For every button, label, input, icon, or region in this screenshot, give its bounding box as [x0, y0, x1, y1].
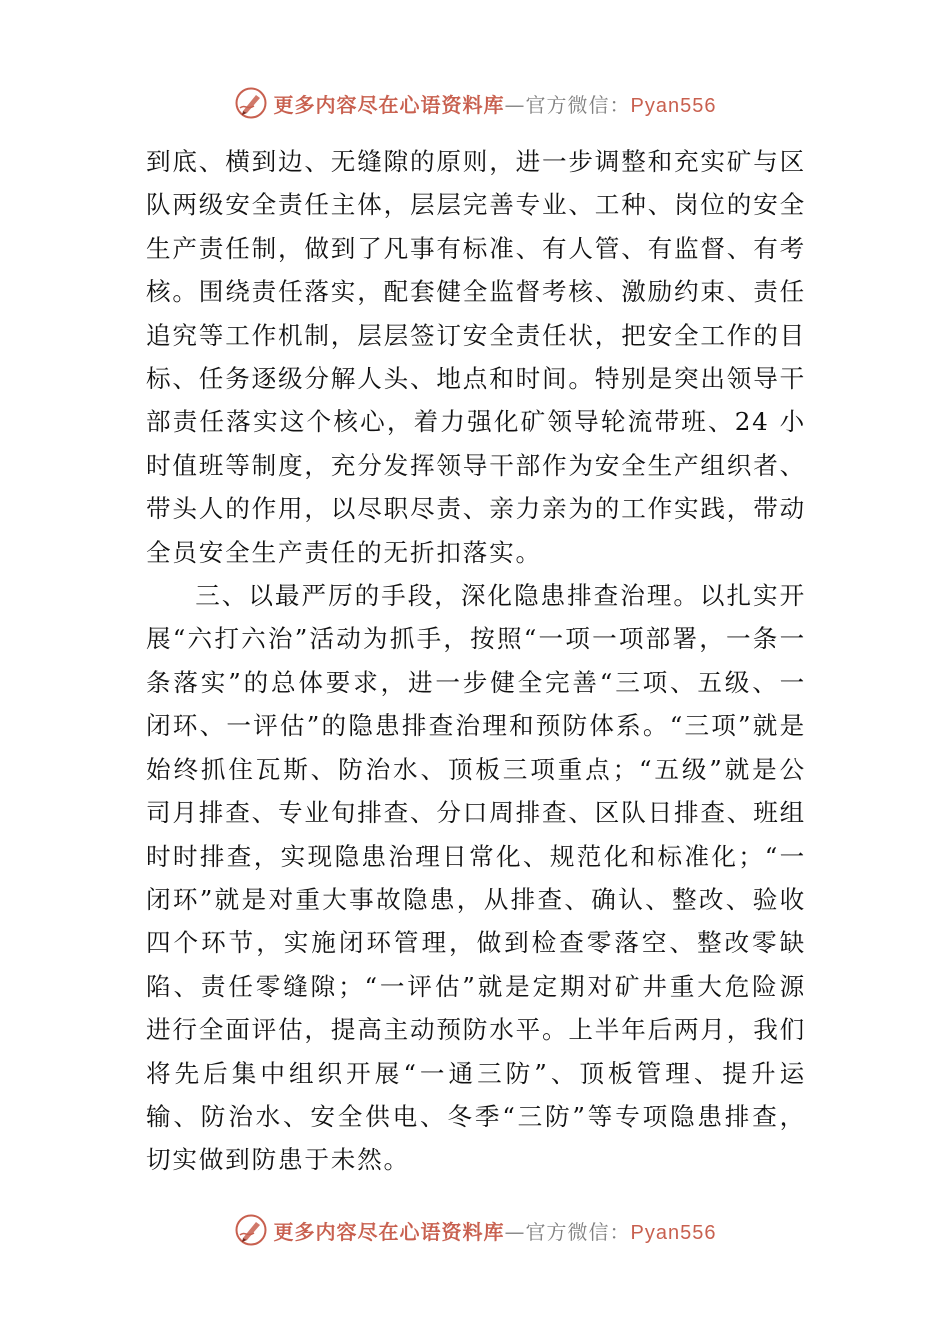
pen-circle-logo-icon: [234, 86, 268, 120]
watermark-footer: [0, 1210, 950, 1250]
watermark-footer-inner: [234, 1213, 717, 1247]
watermark-wechat-label: 官方微信：: [525, 92, 631, 117]
watermark-main-text: 更多内容尽在心语资料库: [273, 1219, 505, 1244]
watermark-text: [274, 89, 717, 118]
pen-circle-logo-icon: [234, 1213, 268, 1247]
watermark-text: [274, 1216, 717, 1245]
watermark-wechat-label: 官方微信：: [525, 1219, 631, 1244]
watermark-main-text: 更多内容尽在心语资料库: [273, 92, 505, 117]
watermark-wechat-id: Pyan556: [630, 1221, 717, 1244]
watermark-separator: —: [504, 92, 526, 117]
watermark-header: [0, 83, 950, 123]
document-body: [146, 140, 806, 1182]
watermark-separator: —: [504, 1219, 526, 1244]
watermark-wechat-id: Pyan556: [630, 94, 717, 117]
paragraph-section-three: 三、以最严厉的手段，深化隐患排查治理。以扎实开展“六打六治”活动为抓手，按照“一项一项部署，一条一条落实”的总体要求，进一步健全完善“三项、五级、一闭环、一评估”的隐患排查治理和预防体系。“三项”就是始终抓住瓦斯、防治水、顶板三项重点；“五级”就是公司月排查、专业旬排查、分口周排查、区队日排查、班组时时排查，实现隐患治理日常化、规范化和标准化；“一闭环”就是对重大事故隐患，从排查、确认、整改、验收四个环节，实施闭环管理，做到检查零落空、整改零缺陷、责任零缝隙；“一评估”就是定期对矿井重大危险源进行全面评估，提高主动预防水平。上半年后两月，我们将先后集中组织开展“一通三防”、顶板管理、提升运输、防治水、安全供电、冬季“三防”等专项隐患排查，切实做到防患于未然。: [146, 581, 806, 1175]
paragraph-continued: 到底、横到边、无缝隙的原则，进一步调整和充实矿与区队两级安全责任主体，层层完善专业、工种、岗位的安全生产责任制，做到了凡事有标准、有人管、有监督、有考核。围绕责任落实，配套健全监督考核、激励约束、责任追究等工作机制，层层签订安全责任状，把安全工作的目标、任务逐级分解人头、地点和时间。特别是突出领导干部责任落实这个核心，着力强化矿领导轮流带班、24 小时值班等制度，充分发挥领导干部作为安全生产组织者、带头人的作用，以尽职尽责、亲力亲为的工作实践，带动全员安全生产责任的无折扣落实。: [146, 147, 806, 567]
watermark-header-inner: [234, 86, 717, 120]
